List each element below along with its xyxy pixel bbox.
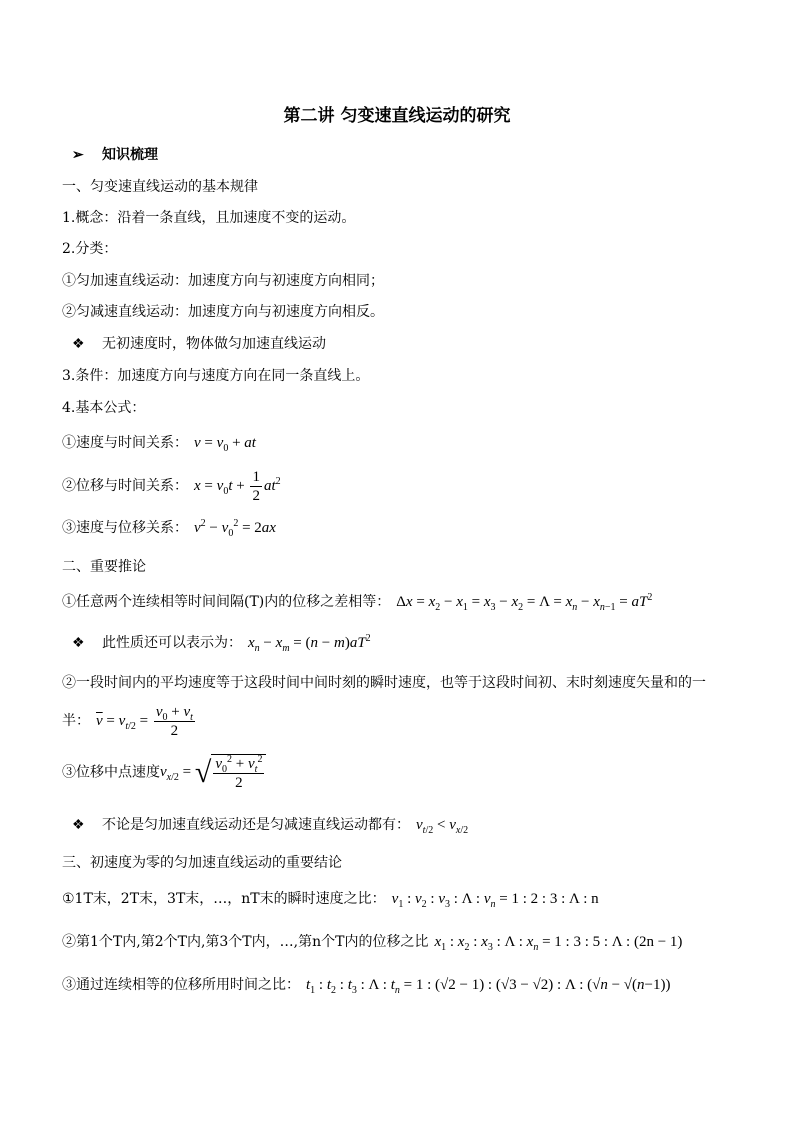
line-concept: 1.概念：沿着一条直线，且加速度不变的运动。 — [62, 210, 356, 226]
formula-x-t-expr: $x = v_0t$ + $\frac{1}{2}$ $at^2$ — [194, 469, 281, 504]
inference-1-expr: $\Delta x = x_2 - x_1 = x_3 - x_2 = \Lambda = x_n - x_{n-1} = aT^2$ — [396, 592, 653, 613]
inference-1-note: ❖ 此性质还可以表示为： $x_n - x_m = (n - m)aT^2$ — [72, 633, 371, 654]
inference-1-note-expr: $x_n - x_m = (n - m)aT^2$ — [248, 633, 371, 654]
section-basic-laws: 一、匀变速直线运动的基本规律 — [62, 179, 258, 195]
line-classify: 2.分类： — [62, 241, 118, 257]
formula-v-x: ③速度与位移关系： $v^2 - v_0^2 = 2ax$ — [62, 518, 276, 539]
line-decel: ②匀减速直线运动：加速度方向与初速度方向相反。 — [62, 304, 384, 320]
inference-2: ②一段时间内的平均速度等于这段时间中间时刻的瞬时速度，也等于这段时间初、末时刻速度矢量和的一 — [62, 675, 706, 691]
formula-v-t-expr: $v = v_0$ + at — [194, 435, 256, 454]
inference-note-2: ❖ 不论是匀加速直线运动还是匀减速直线运动都有： $v_{t/2} < v_{x/2}$ — [72, 817, 469, 836]
diamond-bullet-icon: ❖ — [72, 635, 85, 651]
inference-3: ③位移中点速度$v_{x/2}$ = √ $\frac{v_0^2 + v_t^2}{2}$ — [62, 754, 266, 792]
conclusion-2: ②第1个T内,第2个T内,第3个T内，…,第n个T内的位移之比 $x_1$ : $x_2$ : $x_3$ : Λ : $x_n = 1$ : 3 : 5 : Λ : (2n − 1) — [62, 934, 683, 953]
diamond-bullet-icon: ❖ — [72, 817, 85, 833]
conclusion-3-expr: $t_1$ : $t_2$ : $t_3$ : Λ : $t_n = 1$ : (√2 − 1) : (√3 − √2) : Λ : (√n − √(n−1)) — [306, 977, 671, 996]
arrowhead-icon: ➢ — [72, 147, 84, 163]
inference-2-cont: 半： $\overline{v} = v_{t/2}$ = $\frac{v_0 + v_t}{2}$ — [62, 703, 197, 740]
page-title: 第二讲 匀变速直线运动的研究 — [283, 106, 511, 126]
formula-x-t: ②位移与时间关系： $x = v_0t$ + $\frac{1}{2}$ $at^2$ — [62, 469, 281, 504]
section-zero-initial: 三、初速度为零的匀加速直线运动的重要结论 — [62, 855, 342, 871]
conclusion-2-expr: $x_1$ : $x_2$ : $x_3$ : Λ : $x_n = 1$ : 3 : 5 : Λ : (2n − 1) — [434, 934, 683, 953]
section-inferences: 二、重要推论 — [62, 559, 146, 575]
conclusion-3: ③通过连续相等的位移所用时间之比： $t_1$ : $t_2$ : $t_3$ : Λ : $t_n = 1$ : (√2 − 1) : (√3 − √2) : Λ : (√n − √(n−1)) — [62, 977, 671, 996]
inference-3-expr: $v_{x/2}$ = √ $\frac{v_0^2 + v_t^2}{2}$ — [160, 764, 266, 780]
line-formulas: 4.基本公式： — [62, 400, 146, 416]
formula-v-t: ①速度与时间关系： $v = v_0$ + at — [62, 435, 256, 454]
inference-1: ①任意两个连续相等时间间隔(T)内的位移之差相等： $\Delta x = x_2 - x_1 = x_3 - x_2 = \Lambda = x_n - x_{n-1} = aT^2$ — [62, 592, 653, 613]
note-zero-velocity: ❖ 无初速度时，物体做匀加速直线运动 — [72, 336, 326, 352]
section-overview: ➢ 知识梳理 — [72, 147, 158, 163]
diamond-bullet-icon: ❖ — [72, 336, 85, 352]
inference-2-expr: $\overline{v} = v_{t/2}$ = $\frac{v_0 + v_t}{2}$ — [96, 704, 193, 739]
formula-v-x-expr: $v^2 - v_0^2 = 2ax$ — [194, 518, 276, 539]
inference-note-2-expr: $v_{t/2} < v_{x/2}$ — [416, 817, 469, 836]
line-condition: 3.条件：加速度方向与速度方向在同一条直线上。 — [62, 368, 370, 384]
line-accel: ①匀加速直线运动：加速度方向与初速度方向相同； — [62, 273, 384, 289]
conclusion-1-expr: $v_1$ : $v_2$ : $v_3$ : Λ : $v_n = 1$ : 2 : 3 : Λ : n — [391, 891, 599, 910]
conclusion-1: ①1T末，2T末，3T末，…，nT末的瞬时速度之比： $v_1$ : $v_2$ : $v_3$ : Λ : $v_n = 1$ : 2 : 3 : Λ : n — [62, 891, 599, 910]
